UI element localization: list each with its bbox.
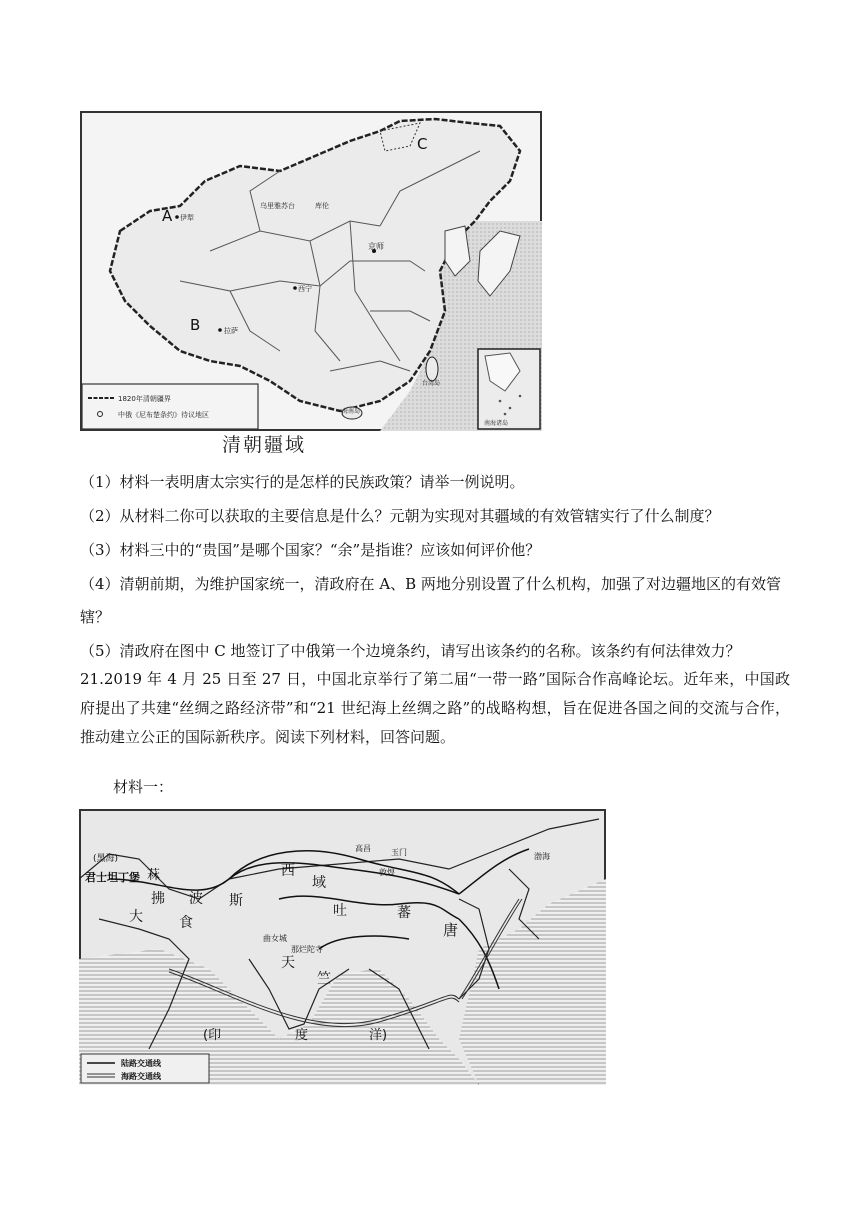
label-b: B bbox=[190, 316, 201, 334]
label-yu: 域 bbox=[312, 875, 326, 891]
label-qunv: 曲女城 bbox=[263, 934, 287, 943]
inset-label: 南海诸岛 bbox=[484, 420, 509, 427]
label-c: C bbox=[417, 135, 428, 153]
map1-legend bbox=[82, 384, 258, 429]
qing-territory-map bbox=[80, 111, 542, 431]
label-yumen: 玉门 bbox=[391, 848, 407, 857]
label-tian: 天 bbox=[281, 955, 295, 971]
label-fan: 蕃 bbox=[397, 905, 411, 921]
label-dunhuang: 敦煌 bbox=[379, 868, 395, 877]
question-2: （2）从材料二你可以获取的主要信息是什么？元朝为实现对其疆域的有效管辖实行了什么制度？ bbox=[80, 507, 720, 525]
label-tang: 唐 bbox=[443, 921, 459, 939]
label-hainan: 海南岛 bbox=[342, 408, 361, 415]
label-kulun: 库伦 bbox=[315, 202, 329, 210]
question-21-intro: 21.2019 年 4 月 25 日至 27 日，中国北京举行了第二届“一带一路”国际合作高峰论坛。近年来，中国政府提出了共建“丝绸之路经济带”和“21 世纪海上丝绸之路”的战略构想，旨在促进各国之间的交流与合作，推动建立公正的国际新秩序。阅读下列材料，回答问题。 bbox=[80, 670, 790, 746]
label-tu: 吐 bbox=[333, 903, 347, 919]
legend-disputed: 中俄《尼布楚条约》待议地区 bbox=[118, 411, 209, 419]
legend-land: 陆路交通线 bbox=[121, 1059, 161, 1068]
label-a: A bbox=[162, 207, 173, 225]
label-fu: 拂 bbox=[151, 891, 165, 907]
label-ocean-open: (印 bbox=[203, 1028, 222, 1043]
label-yili: 伊犁 bbox=[180, 214, 194, 222]
question-3: （3）材料三中的“贵国”是哪个国家？“余”是指谁？应该如何评价他？ bbox=[80, 541, 541, 559]
silk-road-map bbox=[79, 809, 606, 1085]
label-da: 大 bbox=[129, 909, 143, 925]
label-xining: 西宁 bbox=[298, 285, 312, 293]
label-heihai: (黑海) bbox=[93, 854, 119, 864]
label-bo: 波 bbox=[189, 891, 203, 907]
label-lin: 菻 bbox=[147, 868, 161, 883]
label-uliastai: 乌里雅苏台 bbox=[260, 202, 295, 210]
label-constantinople: 君士坦丁堡 bbox=[85, 871, 140, 884]
legend-border: 1820年清朝疆界 bbox=[118, 395, 171, 403]
label-zhu: 竺 bbox=[317, 971, 331, 987]
label-shi: 食 bbox=[179, 915, 193, 931]
label-gaochang: 高昌 bbox=[355, 844, 371, 853]
label-ocean-close: 洋) bbox=[369, 1028, 388, 1043]
label-capital: 京师 bbox=[368, 242, 384, 251]
label-taiwan: 台湾岛 bbox=[422, 380, 441, 387]
label-bohai: 渤海 bbox=[534, 852, 550, 861]
map2-legend bbox=[81, 1054, 209, 1083]
label-nalanduo: 那烂陀寺 bbox=[291, 945, 323, 954]
material-label: 材料一： bbox=[113, 778, 174, 796]
question-1: （1）材料一表明唐太宗实行的是怎样的民族政策？请举一例说明。 bbox=[80, 473, 525, 491]
legend-sea: 海路交通线 bbox=[121, 1072, 161, 1081]
label-xi: 西 bbox=[281, 863, 295, 879]
label-si: 斯 bbox=[229, 893, 243, 909]
question-4: （4）清朝前期，为维护国家统一，清政府在 A、B 两地分别设置了什么机构，加强了对边疆地区的有效管 bbox=[80, 575, 781, 593]
question-5: （5）清政府在图中 C 地签订了中俄第一个边境条约，请写出该条约的名称。该条约有何法律效力？ bbox=[80, 642, 741, 660]
map-caption: 清朝疆域 bbox=[222, 434, 307, 456]
question-4-cont: 辖？ bbox=[80, 608, 111, 626]
label-lasa: 拉萨 bbox=[224, 327, 238, 335]
label-ocean-mid: 度 bbox=[295, 1028, 309, 1043]
